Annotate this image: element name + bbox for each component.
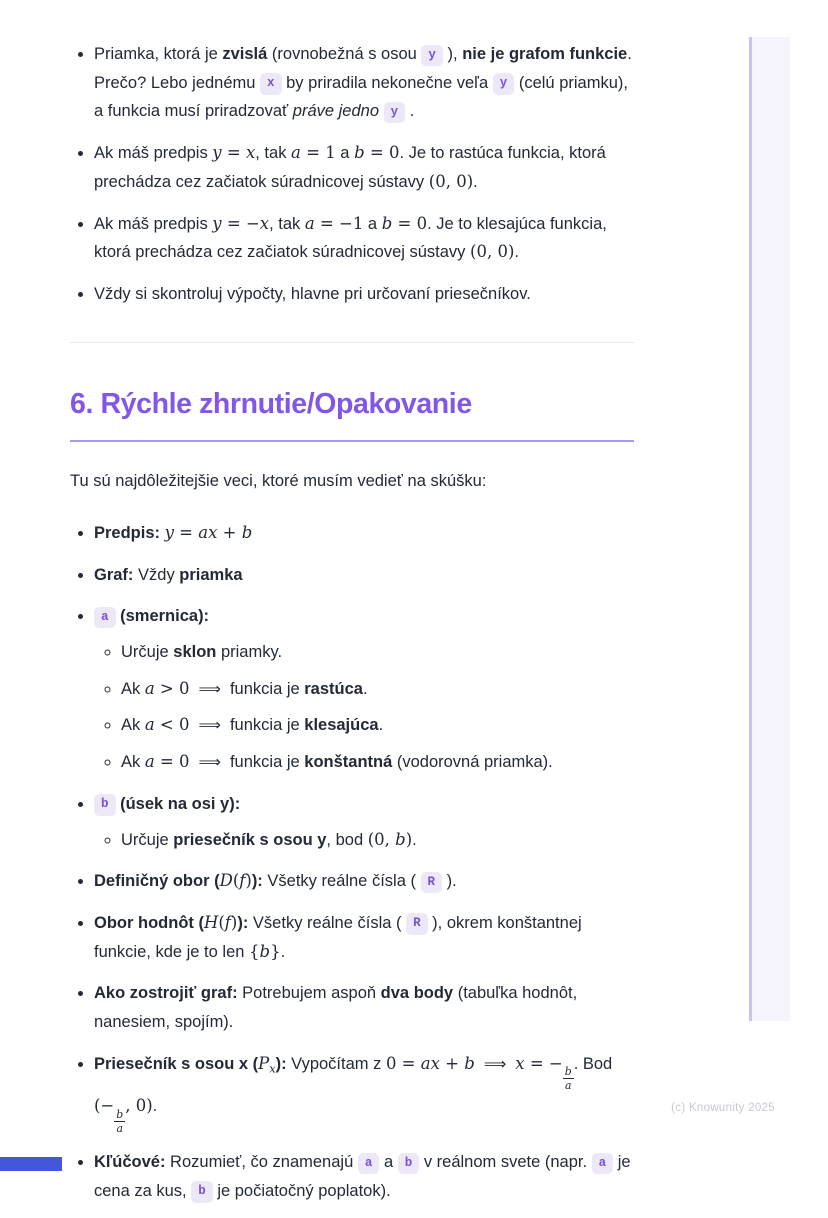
text-segment: . (280, 942, 286, 961)
code-badge: y (493, 73, 515, 95)
text-segment: . (152, 1097, 158, 1116)
text-segment: ) (405, 829, 413, 849)
code-badge: y (421, 45, 443, 67)
list-item (121, 638, 634, 667)
section-heading: 6. Rýchle zhrnutie/Opakovanie (70, 380, 634, 443)
code-badge: R (406, 913, 428, 935)
text-segment: (smernica): (120, 607, 210, 626)
text-segment: a (379, 1153, 398, 1172)
text-segment: ): (275, 1054, 287, 1073)
text-segment: y (212, 213, 222, 233)
text-segment: a (144, 678, 155, 698)
text-segment: , tak (269, 214, 305, 233)
text-segment: = 1 (300, 143, 336, 163)
list-item (94, 867, 634, 896)
text-segment: } (270, 941, 281, 961)
text-segment: , bod (326, 830, 368, 849)
text-segment: funkcia je (229, 679, 305, 698)
section-divider (70, 342, 634, 343)
text-segment: b (241, 522, 253, 542)
text-segment: (vodorovná priamka). (392, 753, 553, 772)
fraction-numerator: b (564, 1065, 572, 1079)
text-segment: Vždy si skontroluj výpočty, hlavne pri určovaní priesečníkov. (94, 284, 531, 303)
text-segment: Obor hodnôt ( (94, 913, 204, 932)
code-badge: a (592, 1153, 614, 1175)
text-segment: v reálnom svete (napr. (419, 1153, 592, 1172)
text-segment: . (473, 172, 478, 191)
text-segment (379, 102, 384, 120)
text-segment: D (219, 871, 233, 891)
text-segment: Vždy (133, 565, 180, 584)
summary-list (70, 519, 634, 1206)
text-segment: ) (245, 871, 252, 891)
text-segment: a (335, 144, 355, 163)
text-segment: + (217, 522, 242, 542)
fraction (114, 1108, 125, 1135)
code-badge: a (358, 1153, 380, 1175)
text-segment: Priesečník s osou x ( (94, 1054, 259, 1073)
text-segment: rastúca (304, 679, 363, 698)
text-segment: priamka (179, 565, 243, 584)
text-segment: (tabuľka hodnôt, nanesiem, spojím). (94, 984, 578, 1032)
text-segment: práve jedno (292, 102, 380, 121)
text-segment: a (363, 214, 382, 233)
list-item (94, 979, 634, 1036)
text-segment: ): (251, 872, 263, 891)
text-segment: Vypočítam z (286, 1054, 386, 1073)
text-segment: 0 = (385, 1053, 421, 1073)
text-segment: . (412, 830, 417, 849)
text-segment: sklon (173, 643, 217, 662)
text-segment: { (249, 941, 260, 961)
text-segment: y (212, 143, 222, 163)
text-segment: a (144, 715, 155, 735)
list-item (94, 561, 634, 590)
text-segment: + (439, 1053, 465, 1073)
text-segment: . Je to klesajúca funkcia, ktorá prechádza cez začiatok súradnicovej sústavy (94, 214, 607, 262)
code-badge: b (398, 1153, 420, 1175)
text-segment: = 0 (392, 213, 428, 233)
text-segment: Ak máš predpis (94, 144, 213, 163)
text-segment: ), okrem konštantnej funkcie, kde je to len (94, 913, 582, 961)
text-segment: a (304, 213, 315, 233)
list-item (94, 602, 634, 777)
list-item (94, 1148, 634, 1205)
text-segment: x (245, 143, 256, 163)
text-segment: je cena za kus, (94, 1153, 631, 1200)
sub-list (94, 638, 634, 777)
text-segment: , 0) (125, 1096, 153, 1116)
list-item (94, 210, 634, 267)
code-badge: y (384, 102, 406, 124)
text-segment: ⟹ (198, 715, 221, 735)
text-segment: f (239, 871, 246, 891)
text-segment: x (259, 213, 270, 233)
text-segment: > 0 (154, 678, 190, 698)
text-segment: nie je grafom funkcie (462, 45, 628, 63)
text-segment: Graf: (94, 565, 134, 584)
text-segment: Kľúčové: (94, 1153, 166, 1172)
text-segment: Predpis: (94, 523, 165, 542)
text-segment: (0, (367, 829, 396, 849)
text-segment: Rozumieť, čo znamenajú (165, 1153, 358, 1172)
section-intro: Tu sú najdôležitejšie veci, ktoré musím vedieť na skúšku: (70, 472, 487, 491)
list-item (121, 748, 634, 777)
text-segment: ( (218, 912, 225, 932)
text-segment: ), (442, 45, 463, 63)
text-segment: x (515, 1053, 525, 1073)
text-segment: Ak (121, 753, 145, 772)
text-segment: Potrebujem aspoň (237, 984, 381, 1003)
list-item (94, 790, 634, 854)
text-segment: Ako zostrojiť graf: (94, 984, 238, 1003)
text-segment: ⟹ (198, 752, 221, 772)
text-segment: ): (237, 913, 249, 932)
scrollbar-strip[interactable] (749, 37, 790, 1021)
list-item (94, 139, 634, 196)
list-item (94, 280, 634, 309)
text-segment: ) (230, 912, 238, 932)
text-segment: priesečník s osou y (173, 830, 327, 849)
code-badge: a (94, 607, 116, 629)
text-segment: b (395, 829, 406, 849)
text-segment: . Je to rastúca funkcia, ktorá prechádza cez začiatok súradnicovej sústavy (94, 144, 606, 191)
text-segment: ). (442, 872, 457, 891)
text-segment: Definičný obor ( (94, 872, 220, 891)
text-segment: . Prečo? Lebo jednému (94, 45, 632, 92)
code-badge: b (94, 794, 116, 816)
text-segment: . (514, 243, 519, 262)
text-segment: funkcia je (229, 753, 305, 772)
text-segment: Určuje (121, 643, 174, 662)
code-badge: R (421, 872, 443, 894)
text-segment: . (405, 102, 415, 121)
text-segment: funkcia je (229, 716, 305, 735)
text-segment: a (144, 752, 155, 772)
text-segment: Ak (121, 679, 145, 698)
text-segment: x (269, 1062, 276, 1076)
text-segment: klesajúca (304, 716, 379, 735)
bottom-accent-bar (0, 1157, 62, 1171)
text-segment: ⟹ (198, 678, 221, 698)
text-segment: (0, 0) (470, 242, 515, 262)
text-segment: Všetky reálne čísla ( (248, 913, 407, 932)
text-segment: Priamka, ktorá je (94, 45, 223, 63)
sub-list (94, 826, 634, 855)
text-segment: b (464, 1053, 475, 1073)
text-segment: ax (198, 522, 218, 542)
list-item (94, 1050, 634, 1135)
text-segment: (celú priamku), a funkcia musí priradzovať (94, 73, 628, 121)
document-page (70, 26, 634, 1218)
text-segment: b (259, 941, 271, 961)
text-segment: Určuje (121, 830, 174, 849)
text-segment: y (164, 522, 174, 542)
text-segment: je počiatočný poplatok). (212, 1181, 391, 1200)
code-badge: b (191, 1181, 213, 1203)
text-segment: H (203, 912, 219, 932)
text-segment: = (221, 143, 246, 163)
text-segment: a (291, 143, 301, 163)
text-segment: . Bod (573, 1054, 613, 1073)
text-segment: = −1 (314, 213, 364, 233)
text-segment: b (354, 143, 365, 163)
text-segment: = − (221, 213, 260, 233)
text-segment: dva body (380, 984, 454, 1003)
text-segment: ax (420, 1053, 440, 1073)
text-segment: Ak máš predpis (94, 214, 213, 233)
text-segment: (rovnobežná s osou (267, 45, 422, 63)
footer-credit: (c) Knowunity 2025 (671, 1102, 775, 1114)
code-badge: x (260, 73, 282, 95)
text-segment: Ak (121, 716, 145, 735)
text-segment: Všetky reálne čísla ( (262, 872, 421, 891)
fraction (563, 1065, 574, 1092)
text-segment: (0, 0) (428, 171, 474, 191)
text-segment: , tak (255, 144, 292, 163)
notes-list-top (70, 40, 634, 309)
text-segment: by priradila nekonečne veľa (281, 73, 493, 92)
text-segment: (úsek na osi y): (120, 794, 241, 813)
text-segment: = − (524, 1053, 563, 1073)
list-item (94, 40, 634, 126)
text-segment: = 0 (154, 752, 190, 772)
text-segment: ( (232, 871, 240, 891)
list-item (121, 675, 634, 704)
fraction-denominator: a (564, 1079, 572, 1093)
list-item (94, 519, 634, 548)
fraction-numerator: b (116, 1107, 124, 1121)
list-item (94, 909, 634, 966)
text-segment: . (378, 716, 384, 735)
text-segment: = (173, 522, 199, 542)
text-segment: < 0 (154, 715, 190, 735)
text-segment: priamky. (216, 643, 283, 662)
text-segment: = 0 (364, 143, 400, 163)
text-segment: zvislá (222, 45, 268, 63)
text-segment: . (362, 679, 368, 698)
text-segment: ⟹ (483, 1053, 507, 1073)
list-item (121, 711, 634, 740)
text-segment: b (381, 213, 393, 233)
text-segment: f (224, 912, 231, 932)
text-segment: (− (94, 1096, 115, 1116)
text-segment: konštantná (304, 753, 393, 772)
fraction-denominator: a (116, 1122, 123, 1135)
list-item (121, 826, 634, 855)
text-segment: P (258, 1053, 270, 1073)
